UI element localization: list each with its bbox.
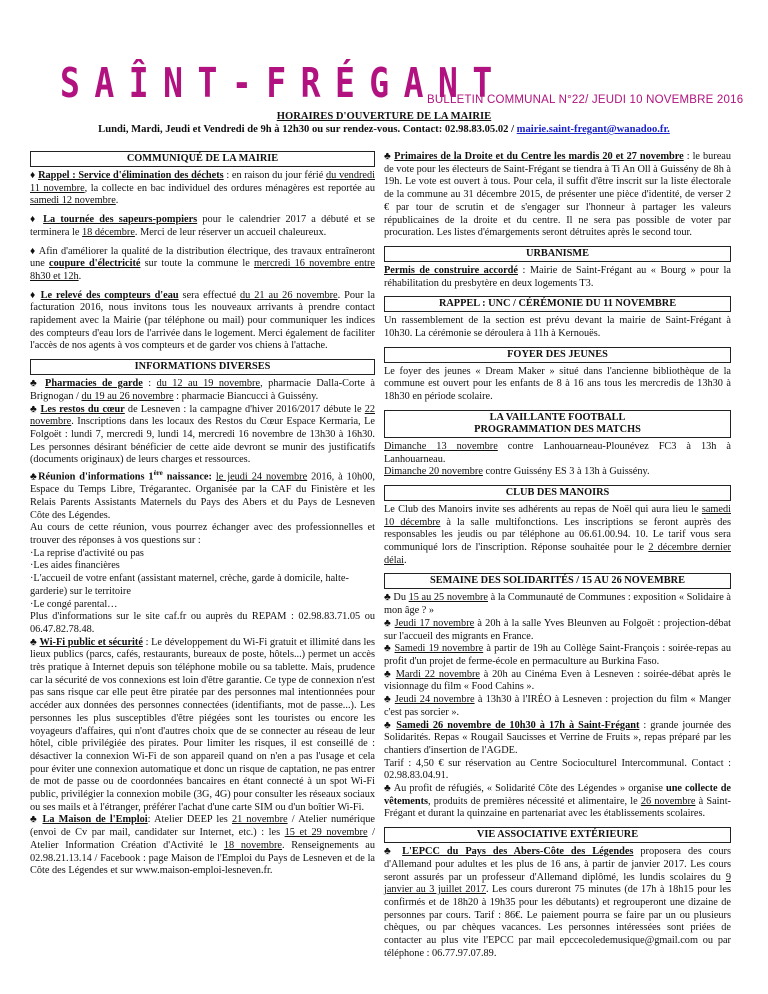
maison-emploi-paragraph: ♣ La Maison de l'Emploi: Atelier DEEP les 21 novembre / Atelier numérique (envoi de Cv par mail, candidater sur Internet, etc.) : les 15 et 29 novembre / Atelier Information Création d'Activité le 18 novembre. Renseignements au 02.98.21.13.14 / Facebook : page Maison de l'Emploi du Pays de Lesneven et de la Côte des Légendes et sur www.maison-emploi-lesneven.fr. [30,814,376,877]
restos-paragraph: ♣ Les restos du cœur de Lesneven : la campagne d'hiver 2016/2017 débute le 22 novembre. Inscriptions dans les locaux des Restos du Cœur Espace Kermaria, Le Folgoët : lundi 7, mercredi 9, lundi 14, mercredi 16 novembre de 13h30 à 16h30. Les personnes désirant bénéficier de cette aide devront se munir des justificatifs (documents originaux) de leurs charges et ressources. [30,403,375,466]
solidarites-expo: ♣ Du 15 au 25 novembre à la Communauté de Communes : exposition « Solidaire à mon âge ? » [384,592,731,617]
manoirs-heading: CLUB DES MANOIRS [384,485,731,501]
opening-hours-line [20,123,748,136]
compteurs-paragraph: ♦ Le relevé des compteurs d'eau sera effectué du 21 au 26 novembre. Pour la facturation 2016, nous invitons tous les nouveaux arrivants à prendre contact rapidement avec la Mairie (par téléphone ou mail) pour communiquer les indices des compteurs d'eau lors de l'arrivée dans le logement. Merci également de faciliter l'accès de nos agents à vos compteurs et de garder vos chiens à l'attache. [30,289,375,352]
list-item: ·Le congé parental… [30,598,118,610]
primaires-paragraph: ♣ Primaires de la Droite et du Centre les mardis 20 et 27 novembre : le bureau de vote pour les électeurs de Saint-Frégant se tiendra à Ti An Oll à Guissény de 8h à 19h. Le vote est ouvert à tous. Pour cela, il suffit d'être inscrit sur la liste électorale de la commune au 31 décembre 2015, de présenter une pièce d'identité, de verser 2 € par tour de scrutin et de s'engager sur l'honneur à partager les valeurs républicaines de la droite et du centre. Il ne sera pas possible de voter par procuration. Les listes d'émargements seront détruites après le second tour. [384,151,731,239]
football-heading-line2: PROGRAMMATION DES MATCHS [474,423,641,435]
solidarites-film: ♣ Jeudi 24 novembre à 13h30 à l'IRÉO à Lesneven : projection du film « Manger c'est pas sorcier ». [384,694,731,718]
epcc-paragraph: ♣ L'EPCC du Pays des Abers-Côte des Légendes proposera des cours d'Allemand pour adultes et les plus de 16 ans, à partir de janvier 2017. Les cours seront assurés par un professeur d'Allemand diplômé, les lundis scolaires du 9 janvier au 3 juillet 2017. Les cours dureront 75 minutes (de 17h à 18h15 pour les confirmés et de 18h20 à 19h35 pour les débutants) et regrouperont une dizaine de personnes par cours. Tarif : 86€. Le paiement pourra se faire par un ou plusieurs chèques, ou par chèques vacances. Les personnes intéressées sont priées de contacter au plus vite l'EPCC par mail epccecoledemusique@gmail.com ou par téléphone : 06.77.97.07.89. [384,846,731,959]
foyer-paragraph: Le foyer des jeunes « Dream Maker » situé dans l'ancienne bibliothèque de la commune est ouvert pour les enfants de 8 à 16 ans tous les mercredis de 13h30 à 18h30 en période scolaire. [384,365,731,403]
right-column [384,151,731,960]
infos-heading: INFORMATIONS DIVERSES [30,359,375,375]
solidarites-repas: ♣ Samedi 19 novembre à partir de 19h au Collège Saint-François : soirée-repas au profit d'un projet de ferme-école en permaculture au Burkina Faso. [384,643,731,667]
left-column [30,151,375,878]
football-heading [384,410,731,438]
repam-paragraph: Plus d'informations sur le site caf.fr ou auprès du REPAM : 02.98.83.71.05 ou 06.47.82.78.48. [30,611,375,635]
opening-hours-title: HORAIRES D'OUVERTURE DE LA MAIRIE [276,111,492,122]
opening-hours-text: Lundi, Mardi, Jeudi et Vendredi de 9h à 12h30 ou sur rendez-vous. Contact: 02.98.83.05.02 / [98,124,517,135]
masthead-title: SAÎNT-FRÉGANT [60,58,507,107]
bulletin-issue: BULLETIN COMMUNAL N°22/ JEUDI 10 NOVEMBRE 2016 [427,94,744,106]
unc-paragraph: Un rassemblement de la section est prévu devant la mairie de Saint-Frégant à 10h30. La cérémonie se déroulera à 11h à Kernouës. [384,315,731,340]
solidarites-collecte: ♣ Au profit de réfugiés, « Solidarité Côte des Légendes » organise une collecte de vêtements, produits de premières nécessité et alimentaire, le 26 novembre à Saint-Frégant et durant la quinzaine en partenariat avec les établissements scolaires. [384,783,731,820]
communique-heading: COMMUNIQUÉ DE LA MAIRIE [30,151,375,167]
wifi-paragraph: ♣ Wi-Fi public et sécurité : Le développement du Wi-Fi gratuit et illimité dans les lieux publics (parcs, cafés, restaurants, bureaux de poste, hôtels...) permet un accès très pratique à Internet depuis son téléphone mobile ou sa tablette. Mais, prudence car la sécurité de vos connexions est loin d'être garantie. Ce type de connexion n'est pas sans risque car elle peut être piratée par des personnes mal intentionnées pour accéder aux données des personnes connectées (identifiants, mot de passe...). Les personnes les plus susceptibles d'être piégées sont les touristes ou encore les voyageurs d'affaires, qui n'ont d'autres choix que de se connecter au réseau de leur hôtel, cible privilégiée des pirates. Pour limiter les risques, il est conseillé de : désactiver la connexion Wi-Fi de son appareil quand on n'en a pas l'usage et cela pour éviter une connexion automatique et donc un risque de captation, ne pas entrer de mot de passe ou de coordonnées bancaires en étant connecté à un spot Wi-Fi public, privilégier la connexion mobile (3G, 4G) pour consulter les réseaux sociaux ou ses mails et à l'étranger, préférer l'achat d'une carte SIM ou d'un boîtier Wi-Fi. [30,636,375,813]
solidarites-tarif: Tarif : 4,50 € sur réservation au Centre Socioculturel Intercommunal. Contact : 02.98.83.04.91. [384,757,731,782]
foyer-heading: FOYER DES JEUNES [384,347,731,363]
caf-paragraph: ♣Réunion d'informations 1ère naissance: le jeudi 24 novembre 2016, à 10h00, Espace du Temps Libre, Trégarantec. Organisée par la CAF du Finistère et les Relais Parents Assistants Maternels du Pays des Abers et du Pays de Lesneven Côte des Légendes. [30,469,375,521]
caf-list [30,548,375,612]
list-item: ·Les aides financières [30,560,120,572]
solidarites-heading: SEMAINE DES SOLIDARITÉS / 15 AU 26 NOVEMBRE [384,573,731,589]
urbanisme-paragraph: Permis de construire accordé : Mairie de Saint-Frégant au « Bourg » pour la réhabilitation du presbytère en deux logements T3. [384,264,731,289]
caf-questions: Au cours de cette réunion, vous pourrez échanger avec des professionnelles et trouver des réponses à vos questions sur : [30,522,375,546]
dechets-paragraph: ♦ Rappel : Service d'élimination des déchets : en raison du jour férié du vendredi 11 novembre, la collecte en bac individuel des ordures ménagères est reportée au samedi 12 novembre. [30,170,375,207]
electricite-paragraph: ♦ Afin d'améliorer la qualité de la distribution électrique, des travaux entraîneront une coupure d'électricité sur toute la commune le mercredi 16 novembre entre 8h30 et 12h. [30,245,375,282]
solidarites-journee: ♣ Samedi 26 novembre de 10h30 à 17h à Saint-Frégant : grande journée des Solidarités. Repas « Rougail Saucisses et Verrine de Fruits », repas préparé par les chantiers d'insertion de l'AGDE. [384,719,731,756]
mairie-email-link[interactable]: mairie.saint-fregant@wanadoo.fr. [516,124,670,135]
match-1: Dimanche 13 novembre contre Lanhouarneau-Plounévez FC3 à 13h à Lanhouarneau. [384,440,732,465]
football-heading-line1: LA VAILLANTE FOOTBALL [489,411,626,423]
solidarites-cinema: ♣ Mardi 22 novembre à 20h au Cinéma Even à Lesneven : soirée-débat après le visionnage du film « Food Cahins ». [384,668,731,693]
list-item: ·L'accueil de votre enfant (assistant maternel, crèche, garde à domicile, halte-garderie) sur le territoire [30,573,349,597]
vie-associative-heading: VIE ASSOCIATIVE EXTÉRIEURE [384,827,731,843]
pharmacies-paragraph: ♣ Pharmacies de garde : du 12 au 19 novembre, pharmacie Dalla-Corte à Brignogan / du 19 au 26 novembre : pharmacie Biancucci à Guissény. [30,378,375,402]
pompiers-paragraph: ♦ La tournée des sapeurs-pompiers pour le calendrier 2017 a débuté et se terminera le 18 décembre. Merci de leur réserver un accueil chaleureux. [30,214,375,238]
urbanisme-heading: URBANISME [384,246,731,262]
list-item: ·La reprise d'activité ou pas [30,547,144,559]
solidarites-migrants: ♣ Jeudi 17 novembre à 20h à la salle Yves Bleunven au Folgoët : projection-débat sur l'accueil des migrants en France. [384,617,731,642]
manoirs-paragraph: Le Club des Manoirs invite ses adhérents au repas de Noël qui aura lieu le samedi 10 décembre à la salle multifonctions. Les inscriptions se feront auprès des responsables les jeudis ou par téléphone au 06.61.00.94. 10. Le tarif vous sera communiqué lors de l'inscription. Réponse souhaitée pour le 2 décembre dernier délai. [384,503,731,566]
masthead [60,58,744,107]
match-2: Dimanche 20 novembre contre Guissény ES 3 à 13h à Guissény. [384,466,650,478]
unc-heading: RAPPEL : UNC / CÉRÉMONIE DU 11 NOVEMBRE [384,296,731,312]
opening-hours [20,110,748,136]
